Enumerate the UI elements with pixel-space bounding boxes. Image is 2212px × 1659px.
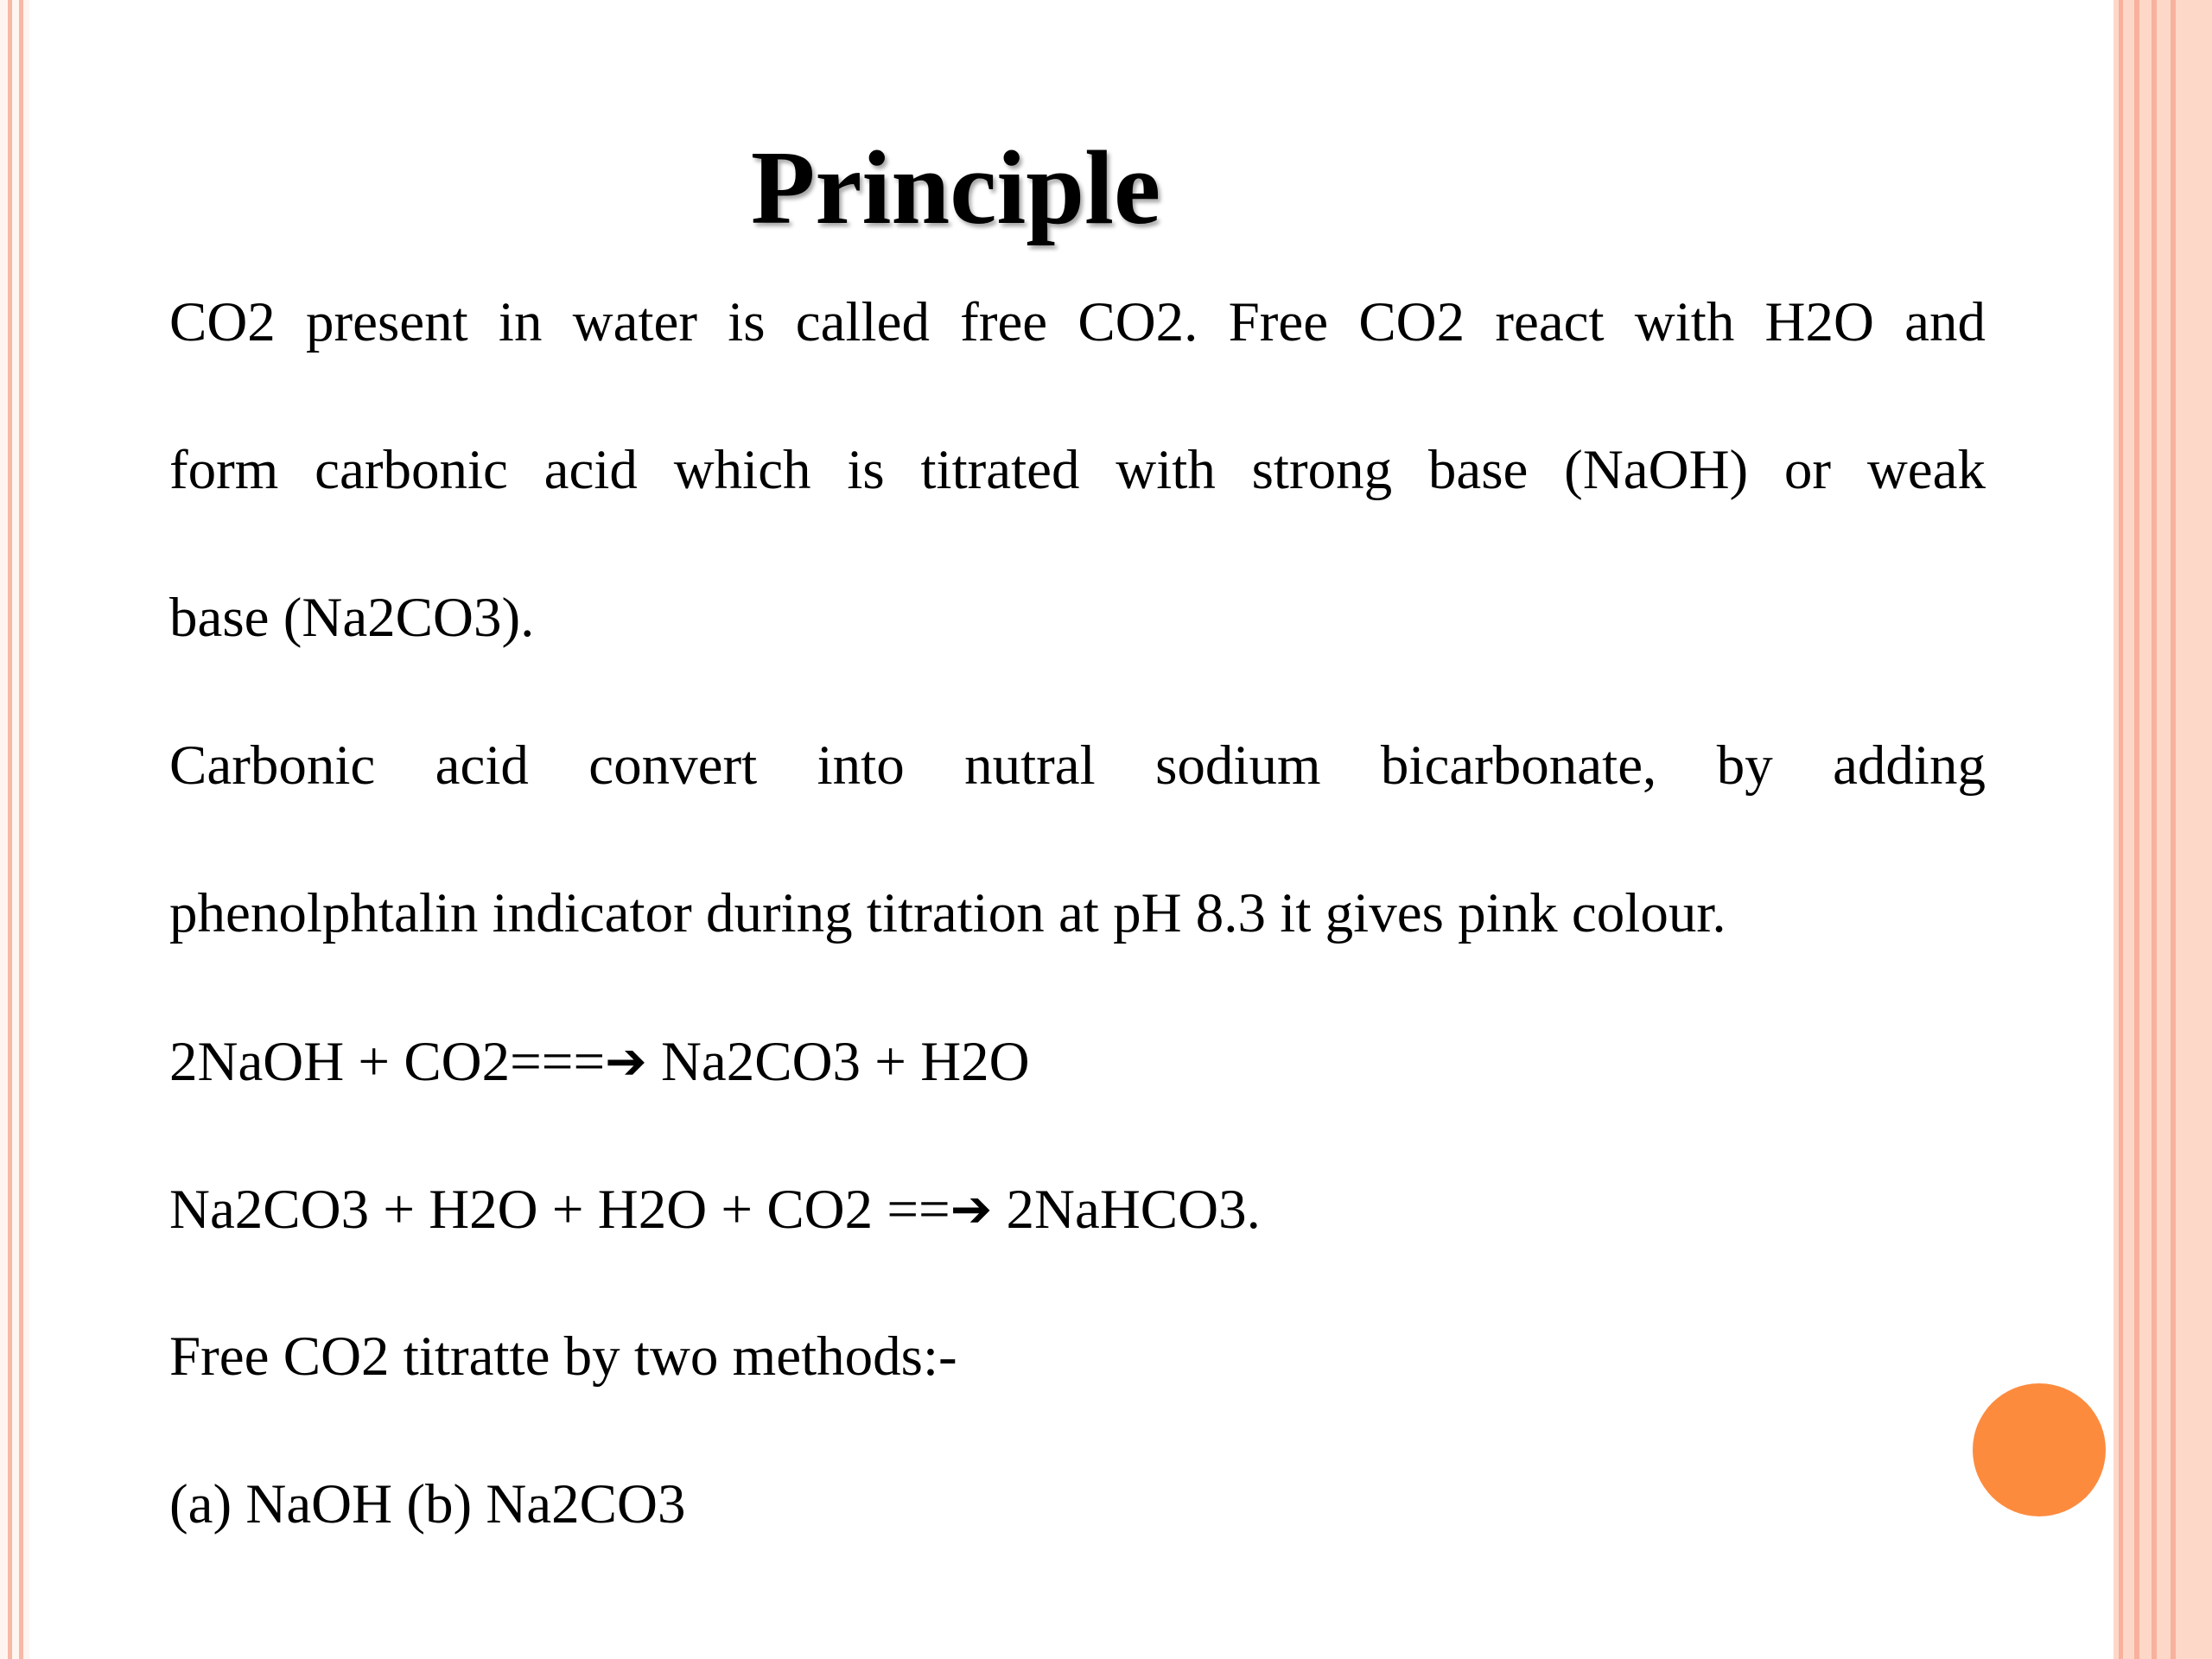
equation-1-left: 2NaOH + CO2=== — [169, 1031, 606, 1093]
body-line-3: base (Na2CO3). — [169, 587, 535, 649]
right-border-band — [2113, 0, 2212, 1659]
equation-2-right: 2NaHCO3. — [992, 1179, 1261, 1241]
right-border-rule-2 — [2134, 0, 2139, 1659]
equation-1 — [169, 1014, 1986, 1161]
body-line-1: CO2 present in water is called free CO2. Free CO2 react with H2O and — [169, 291, 1986, 353]
body-line-5: phenolphtalin indicator during titration at pH 8.3 it gives pink colour. — [169, 882, 1726, 944]
right-arrow-icon: ➔ — [950, 1179, 993, 1238]
equation-2 — [169, 1161, 1986, 1309]
slide-body — [169, 275, 1986, 1605]
right-arrow-icon: ➔ — [605, 1032, 647, 1090]
left-border-rule-inner — [19, 0, 23, 1659]
right-border-rule-3 — [2152, 0, 2157, 1659]
left-border-rule — [8, 0, 12, 1659]
right-border-rule-1 — [2119, 0, 2123, 1659]
methods-list: (a) NaOH (b) Na2CO3 — [169, 1473, 686, 1535]
body-line-4: Carbonic acid convert into nutral sodium bicarbonate, by adding — [169, 734, 1986, 797]
decorative-orange-circle — [1973, 1383, 2106, 1516]
right-border-rule-4 — [2171, 0, 2176, 1659]
methods-heading: Free CO2 titratte by two methods:- — [169, 1325, 957, 1388]
equation-1-right: Na2CO3 + H2O — [646, 1031, 1030, 1093]
body-line-2: form carbonic acid which is titrated with strong base (NaOH) or weak — [169, 439, 1986, 501]
slide-title: Principle — [750, 130, 1161, 246]
equation-2-left: Na2CO3 + H2O + H2O + CO2 == — [169, 1179, 950, 1241]
